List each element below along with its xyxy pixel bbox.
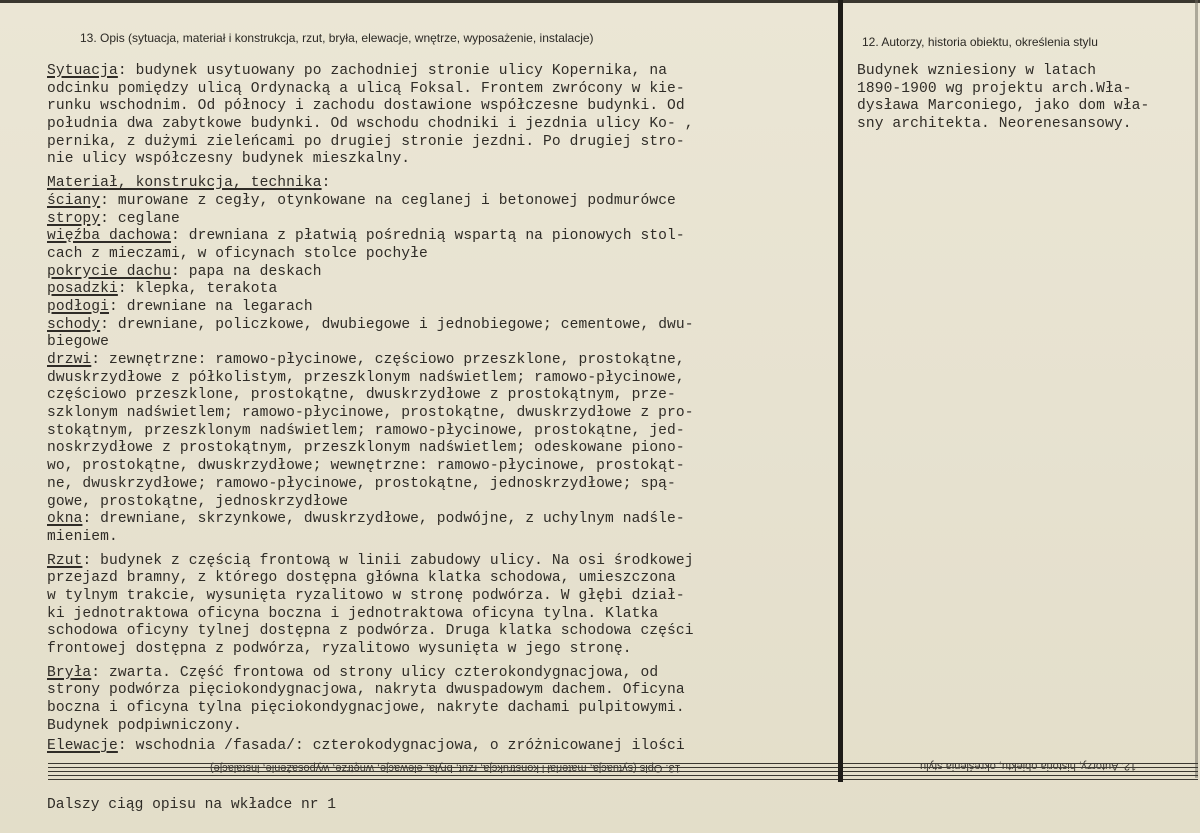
text-line: schody: drewniane, policzkowe, dwubiegowe i jednobiegowe; cementowe, dwu- [47, 316, 694, 333]
text-line: Budynek wzniesiony w latach [857, 63, 1097, 79]
text-line: okna: drewniane, skrzynkowe, dwuskrzydłowe, podwójne, z uchylnym nadśle- [47, 511, 685, 528]
text-line: południa dwa zabytkowe budynki. Od wschodu chodniki i jezdnia ulicy Ko- , [47, 116, 694, 133]
history-text [857, 63, 1195, 134]
paragraph-elewacje [47, 738, 832, 756]
text-line: biegowe [47, 334, 110, 351]
top-border [0, 0, 1200, 3]
text-line: Rzut: budynek z częścią frontową w linii zabudowy ulicy. Na osi środkowej [47, 552, 694, 569]
text-line: mieniem. [47, 528, 118, 545]
text-line: stropy: ceglane [47, 210, 180, 227]
band-column-divider [838, 760, 843, 782]
text-line: Budynek podpiwniczony. [47, 717, 242, 734]
text-line: wo, prostokątne, dwuskrzydłowe; wewnętrzne: ramowo-płycinowe, prostokąt- [47, 458, 685, 475]
column-divider [838, 0, 843, 778]
text-line: ne, dwuskrzydłowe; ramowo-płycinowe, prostokątne, jednoskrzydłowe; spą- [47, 475, 676, 492]
text-line: ki jednotraktowa oficyna boczna i jednotraktowa oficyna tylna. Klatka [47, 605, 659, 622]
band-rule [48, 775, 1198, 776]
band-rule [48, 779, 1198, 780]
text-line: częściowo przeszklone, prostokątne, dwuskrzydłowe z prostokątnym, prze- [47, 387, 676, 404]
paragraph-bryla [47, 665, 832, 736]
text-line: gowe, prostokątne, jednoskrzydłowe [47, 493, 349, 510]
text-line: Bryła: zwarta. Część frontowa od strony ulicy czterokondygnacjowa, od [47, 664, 659, 681]
text-line: przejazd bramny, z którego dostępna główna klatka schodowa, umieszczona [47, 570, 676, 587]
paragraph-rzut [47, 553, 832, 659]
text-line: nie ulicy współczesny budynek mieszkalny. [47, 151, 411, 168]
text-line: ściany: murowane z cegły, otynkowane na ceglanej i betonowej podmurówce [47, 192, 676, 209]
text-line: podłogi: drewniane na legarach [47, 298, 313, 315]
text-line: pernika, z dużymi zieleńcami po drugiej stronie jezdni. Po drugiej stro- [47, 133, 685, 150]
text-line: strony podwórza pięciokondygnacjowa, nakryta dwuspadowym dachem. Oficyna [47, 682, 685, 699]
continuation-note: Dalszy ciąg opisu na wkładce nr 1 [47, 797, 337, 813]
paragraph-material [47, 175, 832, 546]
text-line: odcinku pomiędzy ulicą Ordynacką a ulicą Foksal. Frontem zwrócony w kie- [47, 80, 685, 97]
text-line: runku wschodnim. Od północy i zachodu dostawione współczesne budynki. Od [47, 98, 685, 115]
text-line: posadzki: klepka, terakota [47, 281, 278, 298]
section-13-header: 13. Opis (sytuacja, materiał i konstrukcja, rzut, bryła, elewacje, wnętrze, wyposażenie, instalacje) [80, 31, 594, 45]
show-through-band [0, 760, 1200, 782]
text-line: frontowej dostępna z podwórza, ryzalitowo wysunięta w jego stronę. [47, 641, 632, 657]
text-line: stokątnym, przeszklonym nadświetlem; ramowo-płycinowe, prostokątne, jed- [47, 422, 685, 439]
text-line: 1890-1900 wg projektu arch.Wła- [857, 80, 1132, 97]
mirrored-section-13-header: 13. Opis (sytuacja, materiał i konstrukcja, rzut, bryła, elewacje, wnętrze, wyposażenie, instalacje) [210, 762, 681, 774]
text-line: dwuskrzydłowe z półkolistym, przeszklonym nadświetlem; ramowo-płycinowe, [47, 369, 685, 386]
paragraph-sytuacja [47, 63, 832, 169]
text-line: dysława Marconiego, jako dom wła- [857, 98, 1150, 115]
text-line: cach z mieczami, w oficynach stolce pochyłe [47, 245, 428, 262]
section-12-header: 12. Autorzy, historia obiektu, określenia stylu [862, 35, 1098, 49]
text-line: Materiał, konstrukcja, technika: [47, 175, 331, 192]
text-line: szklonym nadświetlem; ramowo-płycinowe, prostokątne, dwuskrzydłowe z pro- [47, 405, 694, 422]
description-text [47, 63, 832, 756]
text-line: sny architekta. Neorenesansowy. [857, 116, 1132, 133]
text-line: drzwi: zewnętrzne: ramowo-płycinowe, częściowo przeszklone, prostokątne, [47, 352, 685, 368]
text-line: noskrzydłowe z prostokątnym, przeszklonym nadświetlem; odeskowane piono- [47, 440, 685, 457]
right-edge [1195, 0, 1198, 778]
text-line: więźba dachowa: drewniana z płatwią pośrednią wspartą na pionowych stol- [47, 228, 685, 245]
text-line: Elewacje: wschodnia /fasada/: czterokodygnacjowa, o zróżnicowanej ilości [47, 738, 685, 755]
text-line: schodowa oficyny tylnej dostępna z podwórza. Druga klatka schodowa części [47, 623, 694, 640]
text-line: pokrycie dachu: papa na deskach [47, 263, 322, 280]
text-line: boczna i oficyna tylna pięciokondygnacjowe, nakryte dachami pulpitowymi. [47, 700, 685, 717]
mirrored-section-12-header: 12. Autorzy, historia obiektu, określenia stylu [920, 760, 1137, 772]
text-line: w tylnym trakcie, wysunięta ryzalitowo w stronę podwórza. W głębi dział- [47, 587, 685, 604]
text-line: Sytuacja: budynek usytuowany po zachodniej stronie ulicy Kopernika, na [47, 63, 668, 79]
